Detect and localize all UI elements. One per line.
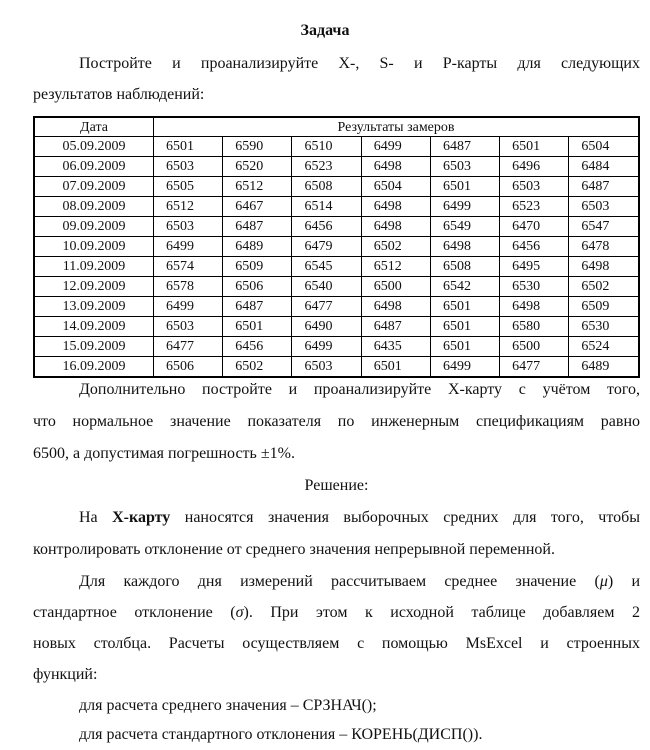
measurement-cell: 6503: [569, 197, 639, 217]
date-cell: 07.09.2009: [34, 177, 154, 197]
measurement-cell: 6502: [361, 237, 430, 257]
measurement-cell: 6547: [569, 217, 639, 237]
measurement-cell: 6489: [569, 357, 639, 378]
solution-p2-line-3: новых столбца. Расчеты осуществляем с помощью MsExcel и строенных: [33, 635, 640, 652]
measurement-cell: 6501: [430, 297, 499, 317]
measurement-cell: 6498: [500, 297, 569, 317]
header-results: Результаты замеров: [154, 117, 640, 137]
measurement-cell: 6498: [361, 297, 430, 317]
measurement-cell: 6506: [154, 357, 223, 378]
measurement-cell: 6478: [569, 237, 639, 257]
measurement-cell: 6503: [154, 317, 223, 337]
x-chart-term: X-карту: [112, 509, 171, 526]
measurement-cell: 6504: [569, 137, 639, 157]
measurement-cell: 6479: [292, 237, 361, 257]
table-row: [34, 237, 639, 257]
solution-p2-l1a: Для каждого дня измерений рассчитываем среднее значение (: [79, 573, 600, 590]
measurement-cell: 6501: [223, 317, 292, 337]
measurement-cell: 6499: [430, 197, 499, 217]
measurement-cell: 6509: [223, 257, 292, 277]
measurement-cell: 6503: [154, 217, 223, 237]
solution-p1-pre: На: [79, 509, 113, 526]
solution-p2-l2a: стандартное отклонение (: [33, 604, 236, 621]
measurement-cell: 6523: [500, 197, 569, 217]
measurement-cell: 6498: [361, 197, 430, 217]
measurement-cell: 6495: [500, 257, 569, 277]
measurements-table: [33, 116, 640, 378]
measurement-cell: 6487: [430, 137, 499, 157]
measurement-cell: 6506: [223, 277, 292, 297]
measurement-cell: 6496: [500, 157, 569, 177]
measurement-cell: 6524: [569, 337, 639, 357]
solution-p2-line-4: функций:: [33, 666, 98, 683]
date-cell: 11.09.2009: [34, 257, 154, 277]
measurement-cell: 6477: [500, 357, 569, 378]
measurement-cell: 6489: [223, 237, 292, 257]
measurement-cell: 6499: [361, 137, 430, 157]
measurement-cell: 6477: [292, 297, 361, 317]
measurement-cell: 6590: [223, 137, 292, 157]
date-cell: 08.09.2009: [34, 197, 154, 217]
date-cell: 16.09.2009: [34, 357, 154, 378]
table-row: [34, 137, 639, 157]
solution-heading: Решение:: [304, 477, 369, 494]
date-cell: 09.09.2009: [34, 217, 154, 237]
measurement-cell: 6503: [154, 157, 223, 177]
solution-p1-line-2: контролировать отклонение от среднего значения непрерывной переменной.: [33, 541, 555, 558]
measurement-cell: 6502: [569, 277, 639, 297]
measurement-cell: 6498: [361, 217, 430, 237]
measurement-cell: 6520: [223, 157, 292, 177]
measurement-cell: 6512: [361, 257, 430, 277]
table-row: [34, 157, 639, 177]
measurement-cell: 6580: [500, 317, 569, 337]
measurement-cell: 6530: [569, 317, 639, 337]
measurement-cell: 6456: [292, 217, 361, 237]
additional-line-2: что нормальное значение показателя по инженерным спецификациям равно: [33, 413, 640, 430]
measurement-cell: 6501: [154, 137, 223, 157]
measurement-cell: 6456: [500, 237, 569, 257]
solution-p2-l2b: ). При этом к исходной таблице добавляем 2: [243, 604, 640, 621]
measurement-cell: 6498: [569, 257, 639, 277]
measurement-cell: 6545: [292, 257, 361, 277]
measurement-cell: 6502: [223, 357, 292, 378]
measurement-cell: 6500: [500, 337, 569, 357]
measurement-cell: 6470: [500, 217, 569, 237]
date-cell: 14.09.2009: [34, 317, 154, 337]
table-row: [34, 277, 639, 297]
table-header-row: [34, 117, 639, 137]
table-row: [34, 197, 639, 217]
measurement-cell: 6505: [154, 177, 223, 197]
measurement-cell: 6499: [154, 297, 223, 317]
measurement-cell: 6490: [292, 317, 361, 337]
measurement-cell: 6542: [430, 277, 499, 297]
measurement-cell: 6504: [361, 177, 430, 197]
measurement-cell: 6487: [361, 317, 430, 337]
measurement-cell: 6500: [361, 277, 430, 297]
measurement-cell: 6508: [430, 257, 499, 277]
measurement-cell: 6509: [569, 297, 639, 317]
measurement-cell: 6523: [292, 157, 361, 177]
table-row: [34, 297, 639, 317]
measurement-cell: 6530: [500, 277, 569, 297]
date-cell: 05.09.2009: [34, 137, 154, 157]
date-cell: 10.09.2009: [34, 237, 154, 257]
date-cell: 15.09.2009: [34, 337, 154, 357]
solution-p1-post: наносятся значения выборочных средних для того, чтобы: [170, 509, 640, 526]
table-row: [34, 217, 639, 237]
measurement-cell: 6487: [223, 217, 292, 237]
mu-symbol: μ: [599, 573, 608, 590]
table-body: [34, 137, 639, 378]
measurement-cell: 6510: [292, 137, 361, 157]
solution-p2-l1b: ) и: [607, 573, 641, 590]
measurement-cell: 6435: [361, 337, 430, 357]
solution-p2-line-2: [33, 597, 640, 628]
measurement-cell: 6498: [430, 237, 499, 257]
measurement-cell: 6503: [430, 157, 499, 177]
date-cell: 06.09.2009: [34, 157, 154, 177]
additional-line-3: 6500, а допустимая погрешность ±1%.: [33, 445, 295, 462]
measurement-cell: 6499: [292, 337, 361, 357]
measurement-cell: 6512: [154, 197, 223, 217]
measurement-cell: 6487: [569, 177, 639, 197]
task-line-1: Постройте и проанализируйте X-, S- и P-карты для следующих: [79, 55, 640, 72]
date-cell: 13.09.2009: [34, 297, 154, 317]
function-average: для расчета среднего значения – СРЗНАЧ();: [79, 697, 377, 714]
measurement-cell: 6477: [154, 337, 223, 357]
measurement-cell: 6501: [430, 177, 499, 197]
measurement-cell: 6498: [361, 157, 430, 177]
measurement-cell: 6512: [223, 177, 292, 197]
measurement-cell: 6499: [430, 357, 499, 378]
measurement-cell: 6501: [361, 357, 430, 378]
header-date: Дата: [34, 117, 154, 137]
table-row: [34, 257, 639, 277]
table-row: [34, 177, 639, 197]
measurement-cell: 6508: [292, 177, 361, 197]
task-line-2: результатов наблюдений:: [33, 86, 205, 103]
measurement-cell: 6484: [569, 157, 639, 177]
measurement-cell: 6549: [430, 217, 499, 237]
measurement-cell: 6501: [430, 337, 499, 357]
measurement-cell: 6467: [223, 197, 292, 217]
measurement-cell: 6514: [292, 197, 361, 217]
table-row: [34, 317, 639, 337]
function-stdev: для расчета стандартного отклонения – КОРЕНЬ(ДИСП()).: [79, 726, 483, 743]
measurement-cell: 6540: [292, 277, 361, 297]
measurement-cell: 6578: [154, 277, 223, 297]
measurement-cell: 6487: [223, 297, 292, 317]
additional-line-1: Дополнительно постройте и проанализируйте X-карту с учётом того,: [79, 381, 640, 398]
table-row: [34, 337, 639, 357]
measurement-cell: 6503: [500, 177, 569, 197]
measurement-cell: 6503: [292, 357, 361, 378]
measurement-cell: 6501: [500, 137, 569, 157]
measurement-cell: 6499: [154, 237, 223, 257]
measurement-cell: 6574: [154, 257, 223, 277]
solution-p1-line-1: [33, 502, 640, 533]
measurement-cell: 6501: [430, 317, 499, 337]
document-title: Задача: [300, 22, 350, 39]
sigma-symbol: σ: [235, 604, 244, 621]
measurement-cell: 6456: [223, 337, 292, 357]
date-cell: 12.09.2009: [34, 277, 154, 297]
solution-p2-line-1: [33, 566, 640, 597]
